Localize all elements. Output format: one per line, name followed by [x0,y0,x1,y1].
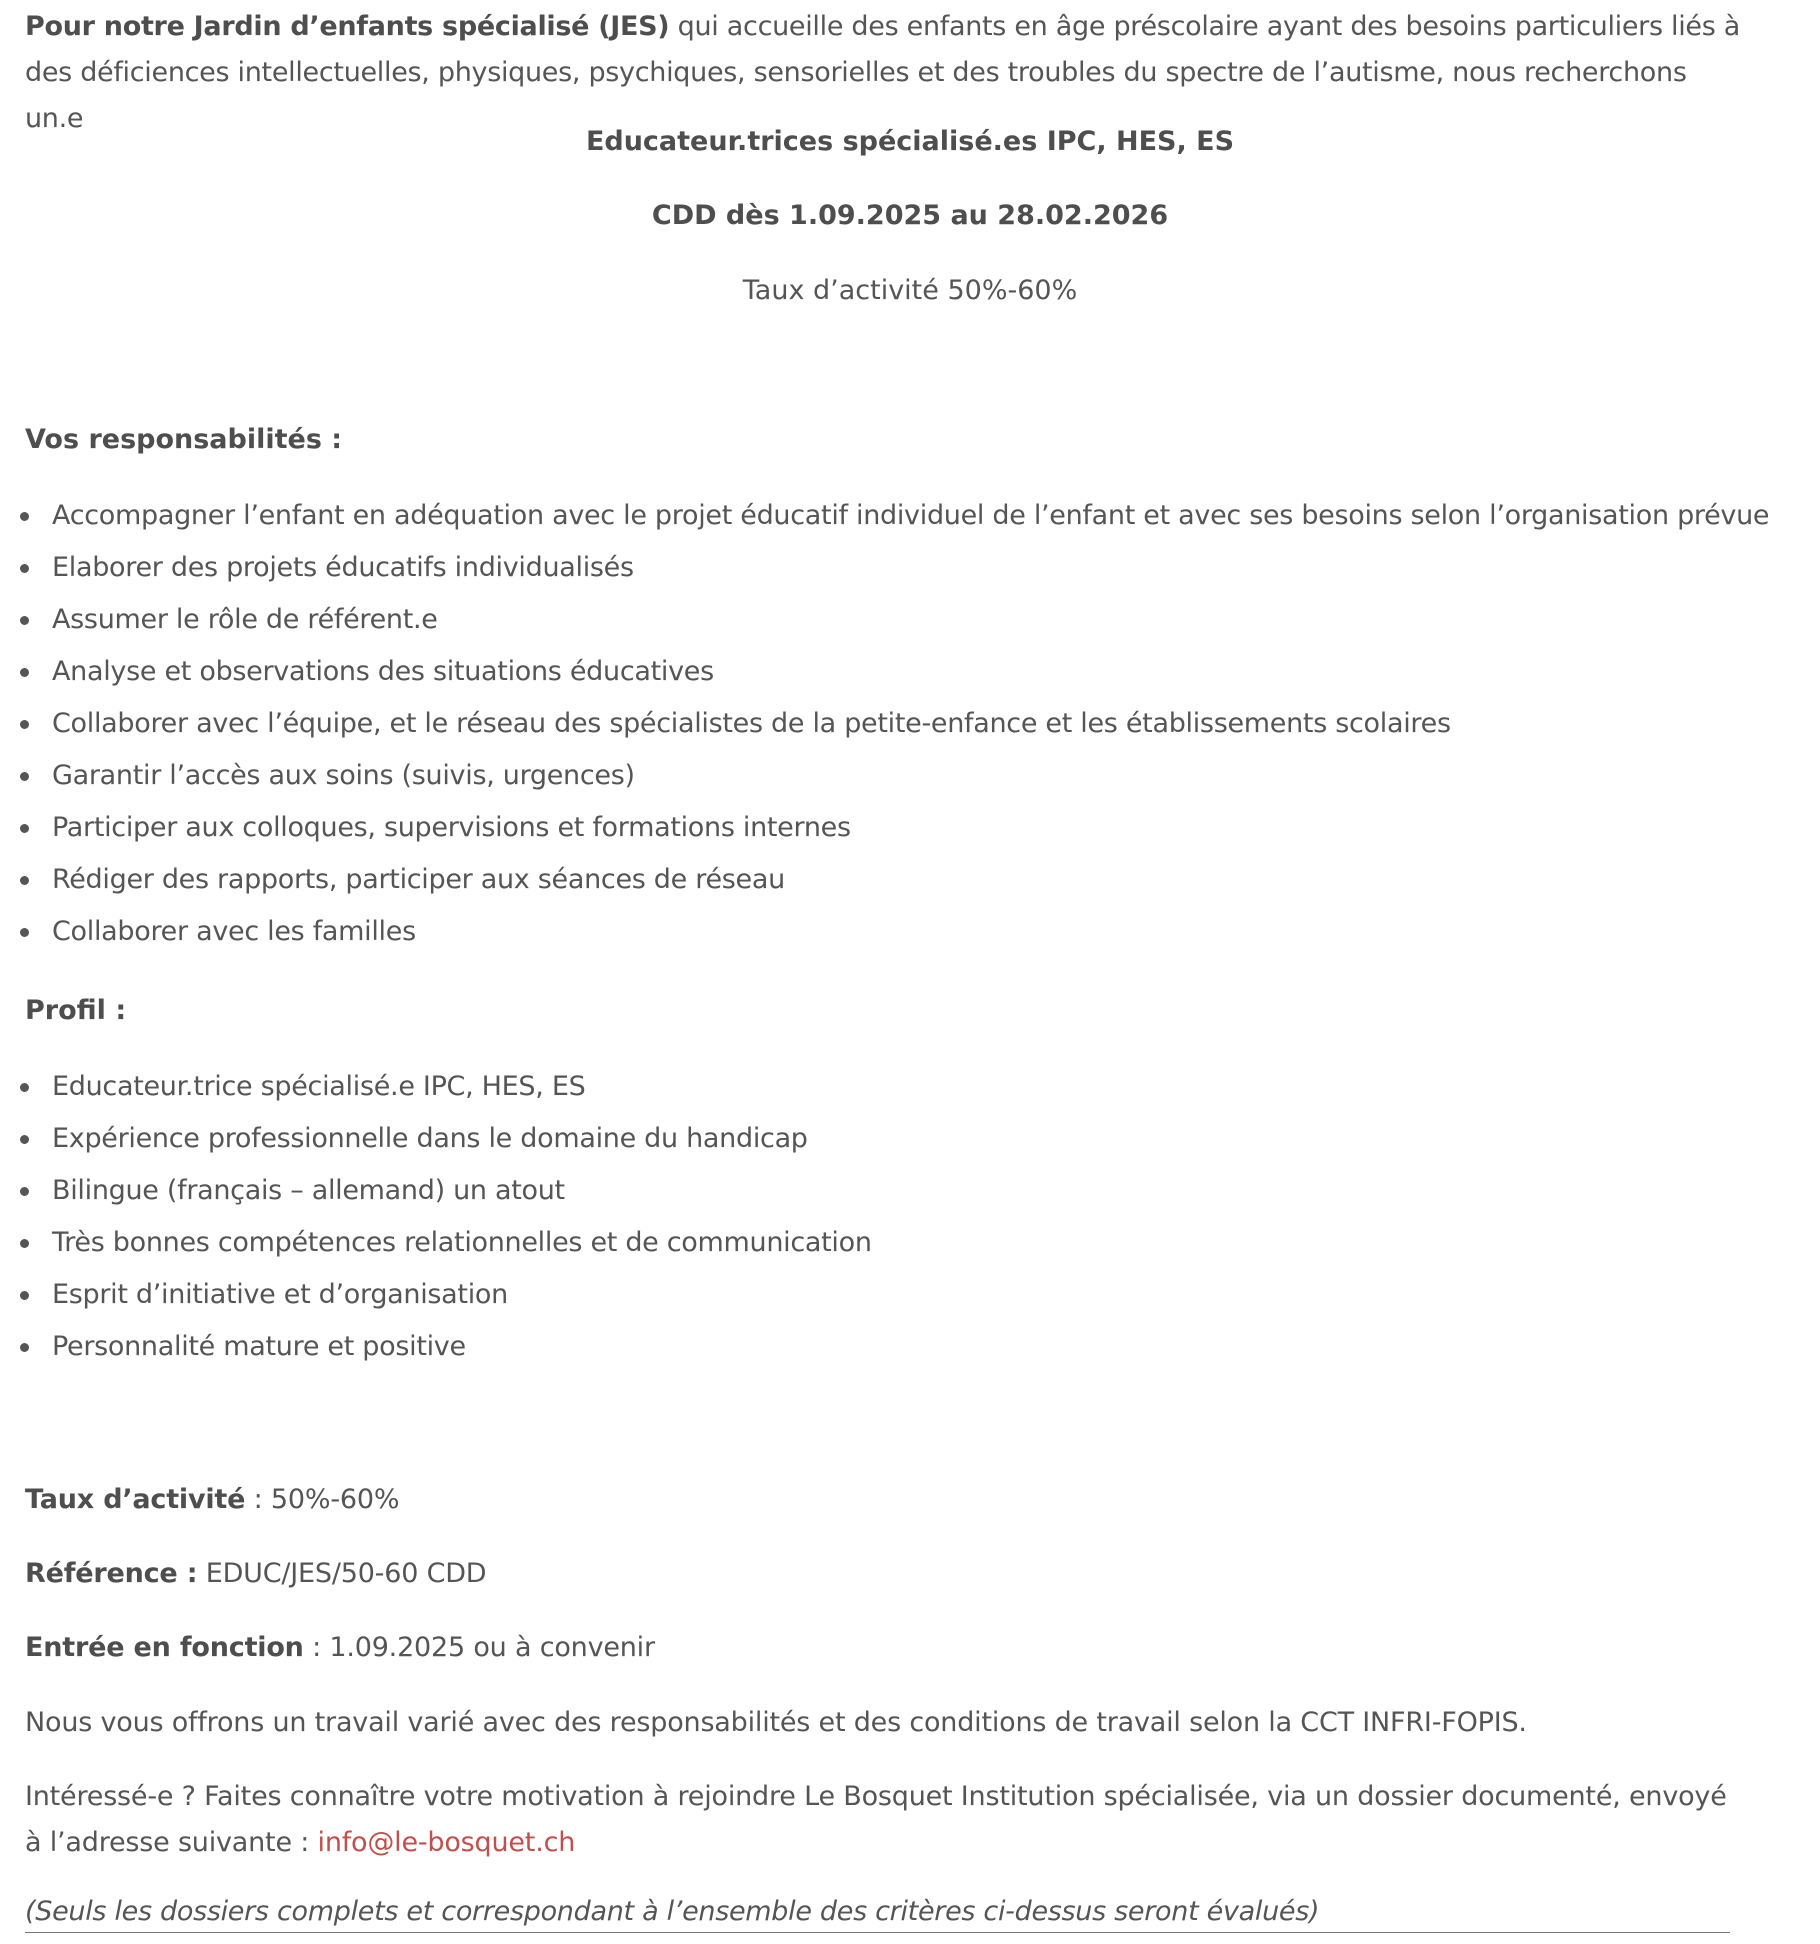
list-item: Esprit d’initiative et d’organisation [0,1269,1800,1321]
bullet-icon [20,1291,29,1300]
bullet-icon [20,720,29,729]
bullet-icon [20,1187,29,1196]
start-date-line [25,1628,655,1668]
evaluation-note: (Seuls les dossiers complets et correspondant à l’ensemble des critères ci-dessus seront évalués) [25,1892,1730,1933]
profile-heading: Profil : [25,995,127,1026]
list-item: Assumer le rôle de référent.e [0,594,1800,646]
list-item: Rédiger des rapports, participer aux séances de réseau [0,854,1800,906]
bullet-icon [20,512,29,521]
list-item: Garantir l’accès aux soins (suivis, urgences) [0,750,1800,802]
list-item: Analyse et observations des situations éducatives [0,646,1800,698]
bullet-icon [20,668,29,677]
list-item: Personnalité mature et positive [0,1321,1800,1373]
contact-text: Intéressé-e ? Faites connaître votre motivation à rejoindre Le Bosquet Institution spécialisée, via un dossier documenté, envoyé à l’adresse suivante : [25,1781,1727,1858]
list-item: Participer aux colloques, supervisions et formations internes [0,802,1800,854]
activity-rate-value: : 50%-60% [245,1484,400,1515]
bullet-icon [20,824,29,833]
reference-line [25,1554,486,1594]
bullet-icon [20,1239,29,1248]
email-link[interactable]: info@le-bosquet.ch [317,1827,576,1858]
reference-label: Référence : [25,1558,198,1589]
list-item: Collaborer avec les familles [0,906,1800,958]
activity-rate-line [25,1480,399,1520]
start-date-label: Entrée en fonction [25,1632,304,1663]
profile-list [0,1061,1800,1373]
bullet-icon [20,928,29,937]
list-item: Très bonnes compétences relationnelles et de communication [0,1217,1800,1269]
list-item: Bilingue (français – allemand) un atout [0,1165,1800,1217]
contract-dates: CDD dès 1.09.2025 au 28.02.2026 [651,200,1169,231]
activity-rate-label: Taux d’activité [25,1484,246,1515]
contact-paragraph [25,1774,1745,1866]
bullet-icon [20,772,29,781]
list-item: Expérience professionnelle dans le domaine du handicap [0,1113,1800,1165]
start-date-value: : 1.09.2025 ou à convenir [303,1632,655,1663]
bullet-icon [20,1135,29,1144]
list-item: Collaborer avec l’équipe, et le réseau des spécialistes de la petite-enfance et les établissements scolaires [0,698,1800,750]
intro-bold: Pour notre Jardin d’enfants spécialisé (JES) [25,11,670,42]
bullet-icon [20,876,29,885]
responsibilities-heading: Vos responsabilités : [25,424,343,455]
responsibilities-list [0,490,1800,958]
job-title: Educateur.trices spécialisé.es IPC, HES, ES [585,126,1235,157]
bullet-icon [20,616,29,625]
list-item: Educateur.trice spécialisé.e IPC, HES, ES [0,1061,1800,1113]
intro-text: qui accueille des enfants en âge préscolaire ayant des besoins particuliers liés à des déficiences intellectuelles, physiques, psychiques, sensorielles et des troubles du spectre de l’autisme, nous recherchons un.e [25,11,1741,134]
list-item: Elaborer des projets éducatifs individualisés [0,542,1800,594]
bullet-icon [20,564,29,573]
offer-paragraph: Nous vous offrons un travail varié avec des responsabilités et des conditions de travail selon la CCT INFRI-FOPIS. [25,1707,1527,1738]
bullet-icon [20,1343,29,1352]
reference-value: EDUC/JES/50-60 CDD [197,1558,487,1589]
activity-rate-headline: Taux d’activité 50%-60% [742,275,1078,306]
list-item: Accompagner l’enfant en adéquation avec le projet éducatif individuel de l’enfant et avec ses besoins selon l’organisation prévue [0,490,1800,542]
bullet-icon [20,1083,29,1092]
